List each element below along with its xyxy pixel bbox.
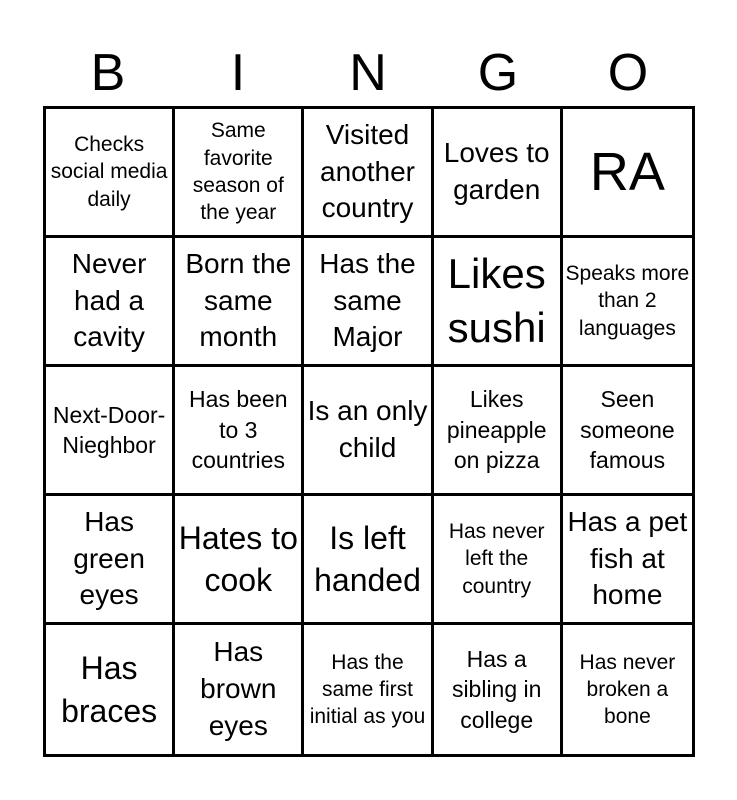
header-letter-n: N xyxy=(349,44,387,102)
bingo-cell-r4c2[interactable] xyxy=(175,496,304,625)
cell-text: Born the same month xyxy=(185,247,292,353)
bingo-cell-r5c3[interactable] xyxy=(304,625,433,754)
cell-text: Has brown eyes xyxy=(200,636,277,741)
bingo-cell-r2c3[interactable] xyxy=(304,238,433,367)
bingo-cell-r2c1[interactable] xyxy=(46,238,175,367)
header-letter-g: G xyxy=(477,44,519,102)
cell-text: Same favorite season of the year xyxy=(192,119,284,225)
cell-text: Has a pet fish at home xyxy=(567,505,688,611)
bingo-board xyxy=(43,106,695,757)
cell-text: Visited another country xyxy=(320,118,415,224)
bingo-cell-r3c4[interactable] xyxy=(434,367,563,496)
cell-text: Has the same first initial as you xyxy=(309,650,426,729)
cell-text: Checks social media daily xyxy=(50,133,168,211)
cell-text: Loves to garden xyxy=(443,137,550,205)
bingo-cell-r3c1[interactable] xyxy=(46,367,175,496)
cell-text: Seen someone famous xyxy=(580,386,675,474)
bingo-cell-r3c5[interactable] xyxy=(563,367,692,496)
cell-text: Has never left the country xyxy=(448,520,545,598)
cell-text: Has been to 3 countries xyxy=(189,386,288,474)
bingo-cell-r1c5[interactable] xyxy=(563,109,692,238)
cell-text: Speaks more than 2 languages xyxy=(565,262,690,340)
bingo-cell-r3c2[interactable] xyxy=(175,367,304,496)
cell-text: Is an only child xyxy=(307,395,428,463)
cell-text: Has a sibling in college xyxy=(451,645,542,733)
cell-text: Hates to cook xyxy=(178,519,298,598)
cell-text: Has green eyes xyxy=(73,505,145,611)
bingo-cell-r2c2[interactable] xyxy=(175,238,304,367)
bingo-cell-r5c2[interactable] xyxy=(175,625,304,754)
cell-text: RA xyxy=(589,141,665,202)
bingo-cell-r1c1[interactable] xyxy=(46,109,175,238)
header-letter-i: I xyxy=(230,44,246,102)
bingo-cell-r2c4[interactable] xyxy=(434,238,563,367)
cell-text: Likes pineapple on pizza xyxy=(446,386,547,474)
bingo-cell-r5c1[interactable] xyxy=(46,625,175,754)
cell-text: Has braces xyxy=(61,650,158,729)
bingo-cell-r4c1[interactable] xyxy=(46,496,175,625)
bingo-cell-r5c4[interactable] xyxy=(434,625,563,754)
bingo-cell-r3c3[interactable] xyxy=(304,367,433,496)
bingo-cell-r5c5[interactable] xyxy=(563,625,692,754)
header-letter-o: O xyxy=(607,44,649,102)
bingo-cell-r2c5[interactable] xyxy=(563,238,692,367)
cell-text: Has the same Major xyxy=(319,247,416,353)
cell-text: Never had a cavity xyxy=(71,247,147,353)
bingo-cell-r4c3[interactable] xyxy=(304,496,433,625)
cell-text: Likes sushi xyxy=(447,250,546,351)
bingo-cell-r1c3[interactable] xyxy=(304,109,433,238)
cell-text: Is left handed xyxy=(314,519,421,598)
cell-text: Has never broken a bone xyxy=(579,650,676,729)
bingo-header xyxy=(43,40,693,106)
bingo-cell-r4c5[interactable] xyxy=(563,496,692,625)
header-letter-b: B xyxy=(90,44,126,102)
bingo-cell-r4c4[interactable] xyxy=(434,496,563,625)
bingo-cell-r1c4[interactable] xyxy=(434,109,563,238)
cell-text: Next-Door-Nieghbor xyxy=(52,401,166,458)
bingo-cell-r1c2[interactable] xyxy=(175,109,304,238)
